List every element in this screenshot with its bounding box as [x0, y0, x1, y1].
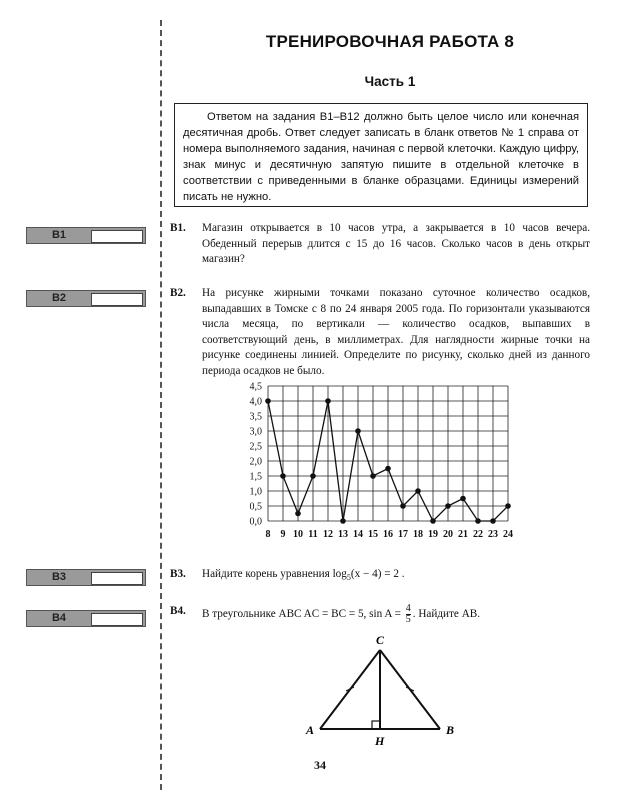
x-tick-label: 19: [428, 529, 438, 540]
part-heading: Часть 1: [364, 74, 416, 89]
vertex-label-c: C: [376, 633, 385, 647]
fraction: [406, 604, 411, 625]
vertex-label-a: A: [306, 723, 315, 737]
data-point: [445, 503, 451, 509]
triangle-figure: [300, 630, 480, 755]
data-point: [340, 518, 346, 524]
x-tick-label: 9: [280, 529, 286, 540]
data-point: [490, 518, 496, 524]
data-point: [355, 428, 361, 434]
page-number: 34: [314, 758, 326, 772]
x-tick-label: 10: [293, 529, 303, 540]
answer-box-label: B3: [51, 571, 67, 583]
x-tick-label: 21: [458, 529, 468, 540]
task-text: [202, 567, 590, 586]
data-point: [310, 473, 316, 479]
equation-prefix: Найдите корень уравнения log: [202, 568, 347, 580]
data-point: [430, 518, 436, 524]
data-point: [475, 518, 481, 524]
fraction-denominator: 5: [405, 614, 411, 625]
task-number: B1.: [170, 222, 186, 234]
answer-box-label: B2: [51, 292, 67, 304]
x-tick-label: 23: [488, 529, 498, 540]
data-point: [460, 496, 466, 502]
data-point: [370, 473, 376, 479]
answer-cell[interactable]: [91, 613, 143, 626]
x-tick-label: 18: [413, 529, 423, 540]
task-b3: [170, 567, 590, 586]
y-tick-label: 2,5: [249, 441, 262, 453]
x-tick-label: 11: [308, 529, 318, 540]
data-point: [415, 488, 421, 494]
fraction-numerator: 4: [405, 603, 411, 614]
vertex-label-h: H: [375, 734, 385, 748]
y-tick-label: 0,0: [249, 516, 262, 528]
y-tick-label: 3,5: [249, 411, 262, 423]
x-tick-label: 24: [503, 529, 513, 540]
log-base: 5: [346, 573, 351, 583]
x-tick-label: 15: [368, 529, 378, 540]
y-tick-label: 0,5: [249, 501, 262, 513]
x-tick-label: 17: [398, 529, 408, 540]
answer-cell[interactable]: [91, 572, 143, 585]
data-point: [400, 503, 406, 509]
equation-suffix: (x − 4) = 2 .: [350, 568, 405, 580]
y-tick-label: 1,0: [249, 486, 262, 498]
task-text: На рисунке жирными точками показано суточное количество осадков, выпадавших в Томске с 8 по 24 января 2005 года. По горизонтали указываются числа месяца, по вертикали — количество осадков, выпавших в соответствующий день, в миллиметрах. Для наглядности жирные точки на рисунке соединены линией. Определите по рисунку, сколько дней из данного периода осадков не было.: [202, 287, 590, 377]
instructions-box: Ответом на задания В1–В12 должно быть целое число или конечная десятичная дробь. Ответ следует записать в бланк ответов № 1 справа от номера выполняемого задания, начиная с первой клеточки. Каждую цифру, знак минус и десятичную запятую пишите в отдельной клеточке в соответствии с приведенными в бланке образцами. Единицы измерений писать не нужно.: [174, 103, 588, 207]
y-tick-label: 4,5: [249, 381, 262, 393]
y-tick-label: 2,0: [249, 456, 262, 468]
cut-line: [160, 20, 162, 790]
answer-box-b1[interactable]: [26, 227, 146, 244]
data-point: [325, 398, 331, 404]
right-angle-mark: [372, 721, 380, 729]
data-point: [280, 473, 286, 479]
y-tick-label: 3,0: [249, 426, 262, 438]
task-number: B4.: [170, 605, 186, 617]
answer-cell[interactable]: [91, 293, 143, 306]
task-b4: [170, 604, 590, 625]
task-text: [202, 604, 590, 625]
y-tick-label: 4,0: [249, 396, 262, 408]
task-text: Магазин открывается в 10 часов утра, а закрывается в 10 часов вечера. Обеденный перерыв длится с 15 до 16 часов. Сколько часов в день открыт магазин?: [202, 222, 590, 265]
data-point: [265, 398, 271, 404]
x-tick-label: 16: [383, 529, 393, 540]
x-tick-label: 13: [338, 529, 348, 540]
precipitation-chart: [218, 380, 528, 555]
task-b1: [170, 221, 590, 268]
x-tick-label: 22: [473, 529, 483, 540]
page-title: ТРЕНИРОВОЧНАЯ РАБОТА 8: [265, 32, 515, 51]
task-number: B3.: [170, 568, 186, 580]
answer-box-label: B1: [51, 229, 67, 241]
data-point: [505, 503, 511, 509]
triangle-svg: [300, 630, 480, 750]
answer-box-label: B4: [51, 612, 67, 624]
y-tick-label: 1,5: [249, 471, 262, 483]
task-text-suffix: . Найдите AB.: [412, 608, 481, 621]
answer-box-b3[interactable]: [26, 569, 146, 586]
x-tick-label: 12: [323, 529, 333, 540]
x-tick-label: 20: [443, 529, 453, 540]
x-tick-label: 8: [265, 529, 271, 540]
x-tick-label: 14: [353, 529, 363, 540]
vertex-label-b: B: [446, 723, 455, 737]
answer-box-b2[interactable]: [26, 290, 146, 307]
answer-cell[interactable]: [91, 230, 143, 243]
task-text-prefix: В треугольнике ABC AC = BC = 5, sin A =: [202, 608, 404, 621]
task-number: B2.: [170, 287, 186, 299]
data-point: [385, 466, 391, 472]
chart-svg: [218, 380, 528, 550]
task-b2: [170, 286, 590, 379]
answer-box-b4[interactable]: [26, 610, 146, 627]
data-point: [295, 511, 301, 517]
